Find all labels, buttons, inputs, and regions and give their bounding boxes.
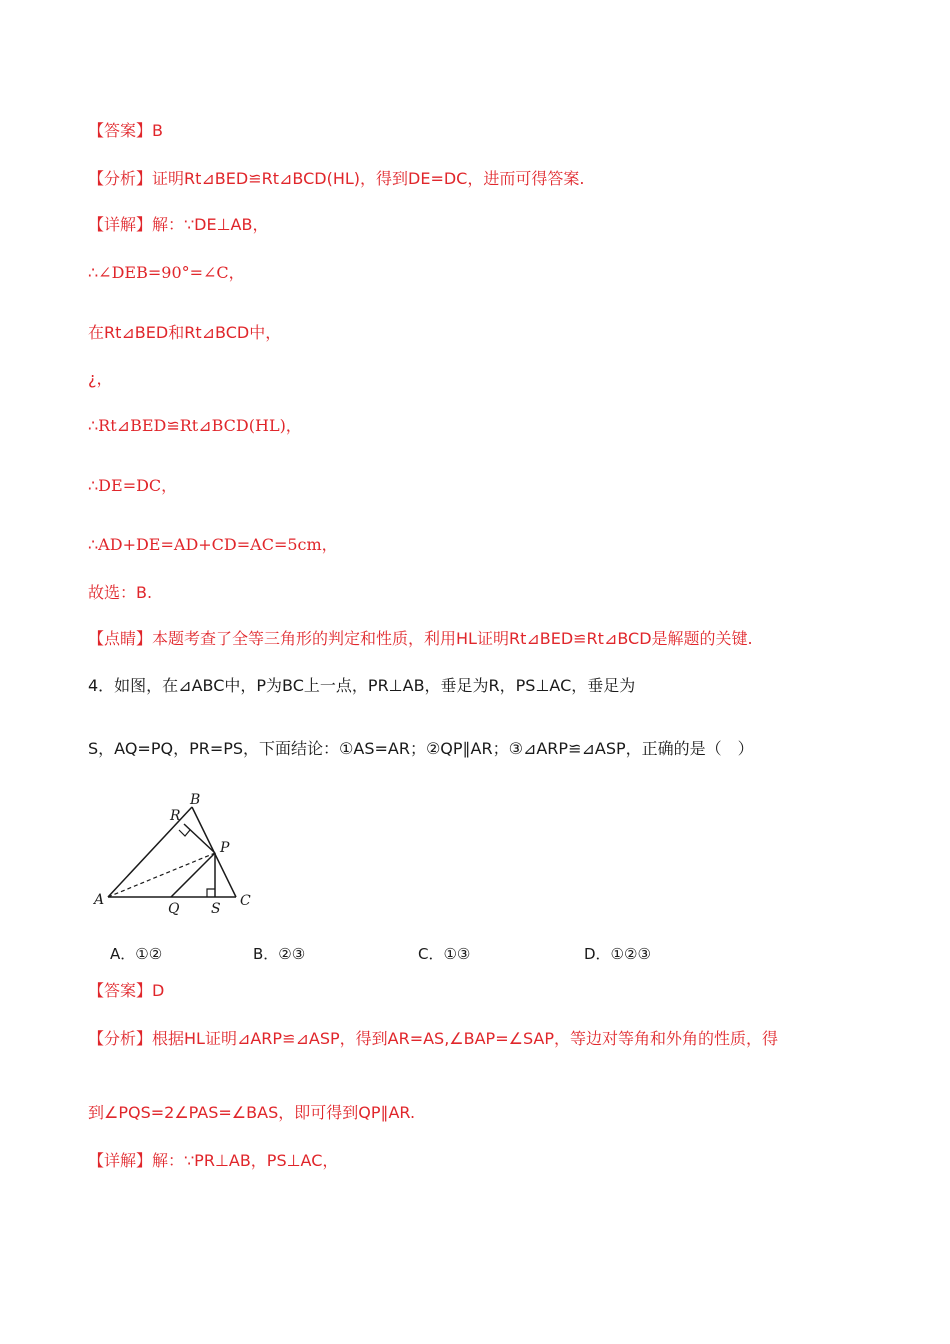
solution-step: ∴Rt⊿BED≌Rt⊿BCD(HL)， <box>88 416 302 435</box>
question-text: S，AQ=PQ，PR=PS，下面结论：①AS=AR；②QP∥AR；③⊿ARP≌⊿ASP，正确的是（ ） <box>88 739 754 758</box>
solution-step: ∴DE=DC， <box>88 476 178 495</box>
label-a: A <box>94 892 105 908</box>
question-text: 4．如图，在⊿ABC中，P为BC上一点，PR⊥AB，垂足为R，PS⊥AC，垂足为 <box>88 676 636 695</box>
solution-step: ∴AD+DE=AD+CD=AC=5cm， <box>88 535 338 554</box>
answer-line: 【答案】D <box>88 981 165 1000</box>
segment-ap <box>108 853 215 897</box>
choice-line: 故选：B. <box>88 583 153 602</box>
analysis-line-cont: 到∠PQS=2∠PAS=∠BAS，即可得到QP∥AR. <box>88 1103 416 1122</box>
label-q: Q <box>168 901 180 917</box>
analysis-line: 【分析】根据HL证明⊿ARP≌⊿ASP，得到AR=AS,∠BAP=∠SAP，等边对等角和外角的性质，得 <box>88 1029 778 1048</box>
answer-line: 【答案】B <box>88 121 163 140</box>
solution-step: ∴∠DEB=90°=∠C， <box>88 263 245 282</box>
option-d[interactable]: D．①②③ <box>584 945 651 963</box>
right-angle-r <box>179 830 190 836</box>
option-c[interactable]: C．①③ <box>418 945 471 963</box>
solution-line: 【详解】解：∵PR⊥AB，PS⊥AC， <box>88 1151 339 1170</box>
option-b[interactable]: B．②③ <box>253 945 306 963</box>
solution-line: 【详解】解：∵DE⊥AB， <box>88 215 269 234</box>
segment-pr <box>184 824 215 853</box>
right-angle-s <box>207 889 215 897</box>
solution-step: ¿， <box>88 369 113 388</box>
label-p: P <box>220 840 230 856</box>
label-b: B <box>190 792 201 808</box>
label-r: R <box>170 808 181 824</box>
solution-step: 在Rt⊿BED和Rt⊿BCD中， <box>88 323 282 342</box>
option-a[interactable]: A．①② <box>110 945 163 963</box>
segment-qp <box>171 853 215 897</box>
comment-line: 【点睛】本题考查了全等三角形的判定和性质，利用HL证明Rt⊿BED≌Rt⊿BCD是解题的关键. <box>88 629 753 648</box>
analysis-line: 【分析】证明Rt⊿BED≌Rt⊿BCD(HL)，得到DE=DC，进而可得答案. <box>88 169 585 188</box>
label-c: C <box>240 893 251 909</box>
label-s: S <box>211 901 221 917</box>
triangle-figure <box>88 790 268 920</box>
